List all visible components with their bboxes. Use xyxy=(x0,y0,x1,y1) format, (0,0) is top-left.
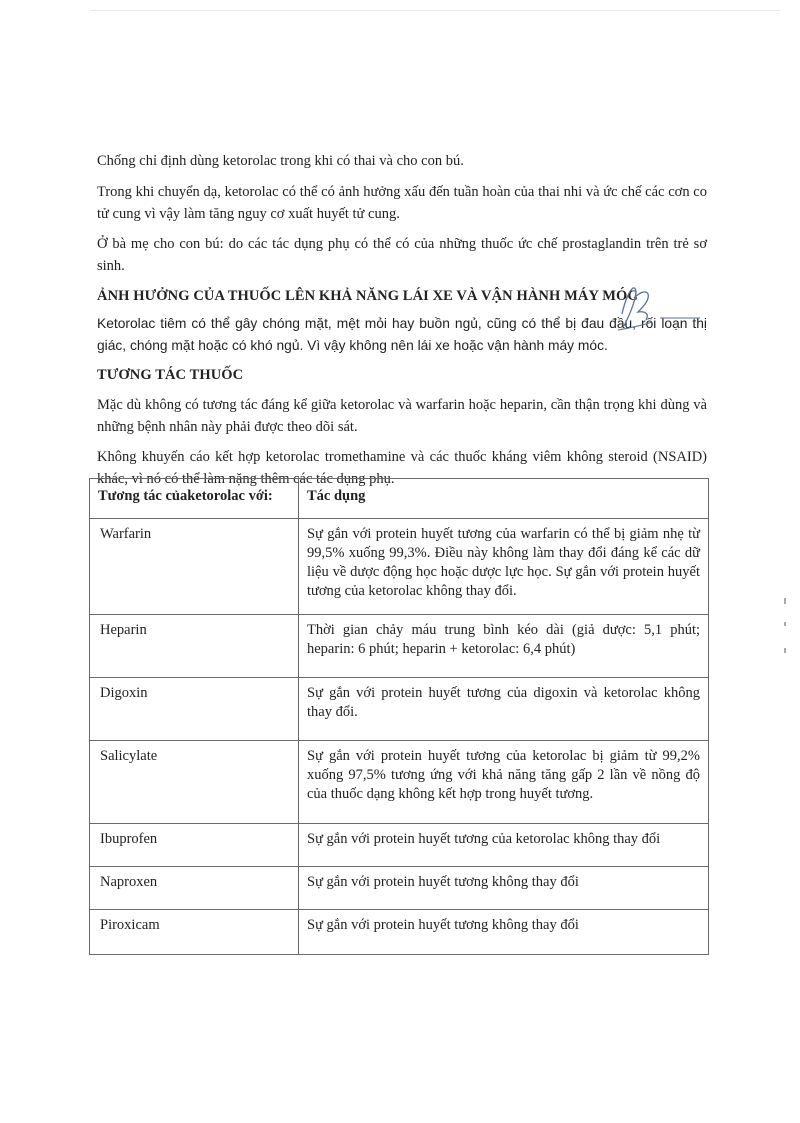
table-row xyxy=(90,824,709,867)
paragraph-breastfeeding: Ở bà mẹ cho con bú: do các tác dụng phụ có thể có của những thuốc ức chế prostaglandin trên trẻ sơ sinh. xyxy=(97,236,707,274)
effect-cell: Sự gắn với protein huyết tương của digoxin và ketorolac không thay đổi. xyxy=(299,678,709,741)
drug-cell: Digoxin xyxy=(90,678,299,741)
scan-speck xyxy=(784,648,786,653)
scan-speck xyxy=(784,598,786,604)
table-row xyxy=(90,910,709,955)
heading-drug-interactions: TƯƠNG TÁC THUỐC xyxy=(97,367,244,383)
paragraph-warfarin-heparin: Mặc dù không có tương tác đáng kể giữa ketorolac và warfarin hoặc heparin, cần thận trọng khi dùng và những bệnh nhân này phải được theo dõi sát. xyxy=(97,397,707,435)
handwritten-mark xyxy=(600,278,720,348)
drug-cell: Warfarin xyxy=(90,519,299,615)
table-row xyxy=(90,615,709,678)
table-row xyxy=(90,519,709,615)
effect-cell: Sự gắn với protein huyết tương của ketorolac bị giảm từ 99,2% xuống 97,5% tương ứng với khả năng tăng gấp 2 lần về nồng độ của thuốc dạng không kết hợp trong huyết tương. xyxy=(299,741,709,824)
table-row xyxy=(90,867,709,910)
drug-cell: Heparin xyxy=(90,615,299,678)
effect-cell: Thời gian chảy máu trung bình kéo dài (giả dược: 5,1 phút; heparin: 6 phút; heparin + ketorolac: 6,4 phút) xyxy=(299,615,709,678)
table-row xyxy=(90,678,709,741)
header-effect: Tác dụng xyxy=(299,479,709,519)
header-interaction: Tương tác củaketorolac với: xyxy=(90,479,299,519)
interaction-table xyxy=(89,478,709,955)
scan-edge-line xyxy=(90,10,780,11)
effect-cell: Sự gắn với protein huyết tương không thay đổi xyxy=(299,910,709,955)
table-row xyxy=(90,741,709,824)
effect-cell: Sự gắn với protein huyết tương không thay đổi xyxy=(299,867,709,910)
drug-cell: Salicylate xyxy=(90,741,299,824)
paragraph-labor: Trong khi chuyển dạ, ketorolac có thể có ảnh hưởng xấu đến tuần hoàn của thai nhi và ức chế các cơn co tử cung vì vậy làm tăng nguy cơ xuất huyết tử cung. xyxy=(97,184,707,222)
paragraph-nsaid: Không khuyến cáo kết hợp ketorolac tromethamine và các thuốc kháng viêm không steroid (NSAID) khác, vì nó có thể làm nặng thêm các tác dụng phụ. xyxy=(97,449,707,487)
effect-cell: Sự gắn với protein huyết tương của warfarin có thể bị giảm nhẹ từ 99,5% xuống 99,3%. Điều này không làm thay đổi đáng kể các dữ liệu về dược động học hoặc dược lực học. Sự gắn với protein huyết tương của ketorolac không thay đổi. xyxy=(299,519,709,615)
scan-speck xyxy=(784,622,786,626)
paragraph-contraindication: Chống chỉ định dùng ketorolac trong khi có thai và cho con bú. xyxy=(97,153,464,169)
drug-cell: Ibuprofen xyxy=(90,824,299,867)
effect-cell: Sự gắn với protein huyết tương của ketorolac không thay đổi xyxy=(299,824,709,867)
table-header-row xyxy=(90,479,709,519)
heading-driving-effects: ẢNH HƯỞNG CỦA THUỐC LÊN KHẢ NĂNG LÁI XE VÀ VẬN HÀNH MÁY MÓC xyxy=(97,288,638,304)
drug-cell: Naproxen xyxy=(90,867,299,910)
drug-cell: Piroxicam xyxy=(90,910,299,955)
paragraph-driving: Ketorolac tiêm có thể gây chóng mặt, mệt mỏi hay buồn ngủ, cũng có thể bị đau đầu, rối loạn thị giác, chóng mặt hoặc có khó ngủ. Vì vậy không nên lái xe hoặc vận hành máy móc. xyxy=(97,316,707,353)
